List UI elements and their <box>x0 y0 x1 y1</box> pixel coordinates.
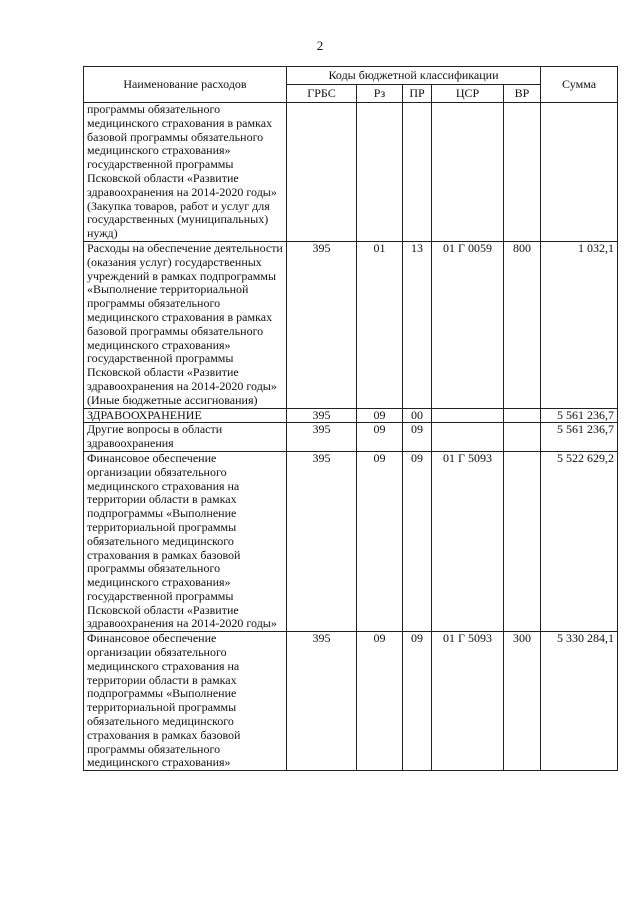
header-codes-group: Коды бюджетной классификации <box>287 67 541 85</box>
row-vr <box>504 451 541 631</box>
page-number: 2 <box>316 38 324 53</box>
row-rz: 09 <box>357 451 403 631</box>
header-rz: Рз <box>357 85 403 103</box>
row-grbs: 395 <box>287 451 357 631</box>
row-grbs: 395 <box>287 408 357 423</box>
row-csr: 01 Г 5093 <box>432 632 504 771</box>
row-vr <box>504 408 541 423</box>
row-pr: 09 <box>403 451 432 631</box>
row-grbs: 395 <box>287 241 357 408</box>
row-csr <box>432 103 504 242</box>
budget-table <box>83 66 618 771</box>
row-name: Финансовое обеспечение организации обязательного медицинского страхования на территории области в рамках подпрограммы «Выполнение территориальной программы обязательного медицинского страхования в рамках базовой программы обязательного медицинского страхования» <box>84 632 287 771</box>
row-grbs: 395 <box>287 632 357 771</box>
row-pr: 09 <box>403 423 432 452</box>
header-csr: ЦСР <box>432 85 504 103</box>
row-name: Расходы на обеспечение деятельности (оказания услуг) государственных учреждений в рамках подпрограммы «Выполнение территориальной программы обязательного медицинского страхования в рамках базовой программы обязательного медицинского страхования» государственной программы Псковской области «Развитие здравоохранения на 2014-2020 годы» (Иные бюджетные ассигнования) <box>84 241 287 408</box>
table-row <box>84 103 618 242</box>
row-sum <box>541 103 618 242</box>
row-sum: 1 032,1 <box>541 241 618 408</box>
row-pr: 09 <box>403 632 432 771</box>
row-sum: 5 522 629,2 <box>541 451 618 631</box>
row-grbs <box>287 103 357 242</box>
row-pr: 13 <box>403 241 432 408</box>
row-pr: 00 <box>403 408 432 423</box>
row-rz: 09 <box>357 408 403 423</box>
row-name: Другие вопросы в области здравоохранения <box>84 423 287 452</box>
row-csr: 01 Г 0059 <box>432 241 504 408</box>
table-header <box>84 67 618 103</box>
row-vr: 800 <box>504 241 541 408</box>
row-rz: 09 <box>357 632 403 771</box>
row-rz <box>357 103 403 242</box>
row-csr <box>432 423 504 452</box>
row-sum: 5 561 236,7 <box>541 408 618 423</box>
table-row <box>84 408 618 423</box>
row-name: программы обязательного медицинского страхования в рамках базовой программы обязательного медицинского страхования» государственной программы Псковской области «Развитие здравоохранения на 2014-2020 годы» (Закупка товаров, работ и услуг для государственных (муниципальных) нужд) <box>84 103 287 242</box>
header-name: Наименование расходов <box>84 67 287 103</box>
row-rz: 09 <box>357 423 403 452</box>
row-vr <box>504 103 541 242</box>
row-rz: 01 <box>357 241 403 408</box>
row-csr: 01 Г 5093 <box>432 451 504 631</box>
row-sum: 5 561 236,7 <box>541 423 618 452</box>
row-vr: 300 <box>504 632 541 771</box>
row-csr <box>432 408 504 423</box>
header-sum: Сумма <box>541 67 618 103</box>
table-row <box>84 241 618 408</box>
header-grbs: ГРБС <box>287 85 357 103</box>
header-vr: ВР <box>504 85 541 103</box>
row-grbs: 395 <box>287 423 357 452</box>
row-name: ЗДРАВООХРАНЕНИЕ <box>84 408 287 423</box>
table-row <box>84 451 618 631</box>
table-row <box>84 423 618 452</box>
table-row <box>84 632 618 771</box>
row-name: Финансовое обеспечение организации обязательного медицинского страхования на территории области в рамках подпрограммы «Выполнение территориальной программы обязательного медицинского страхования в рамках базовой программы обязательного медицинского страхования» государственной программы Псковской области «Развитие здравоохранения на 2014-2020 годы» <box>84 451 287 631</box>
row-vr <box>504 423 541 452</box>
header-pr: ПР <box>403 85 432 103</box>
row-sum: 5 330 284,1 <box>541 632 618 771</box>
row-pr <box>403 103 432 242</box>
